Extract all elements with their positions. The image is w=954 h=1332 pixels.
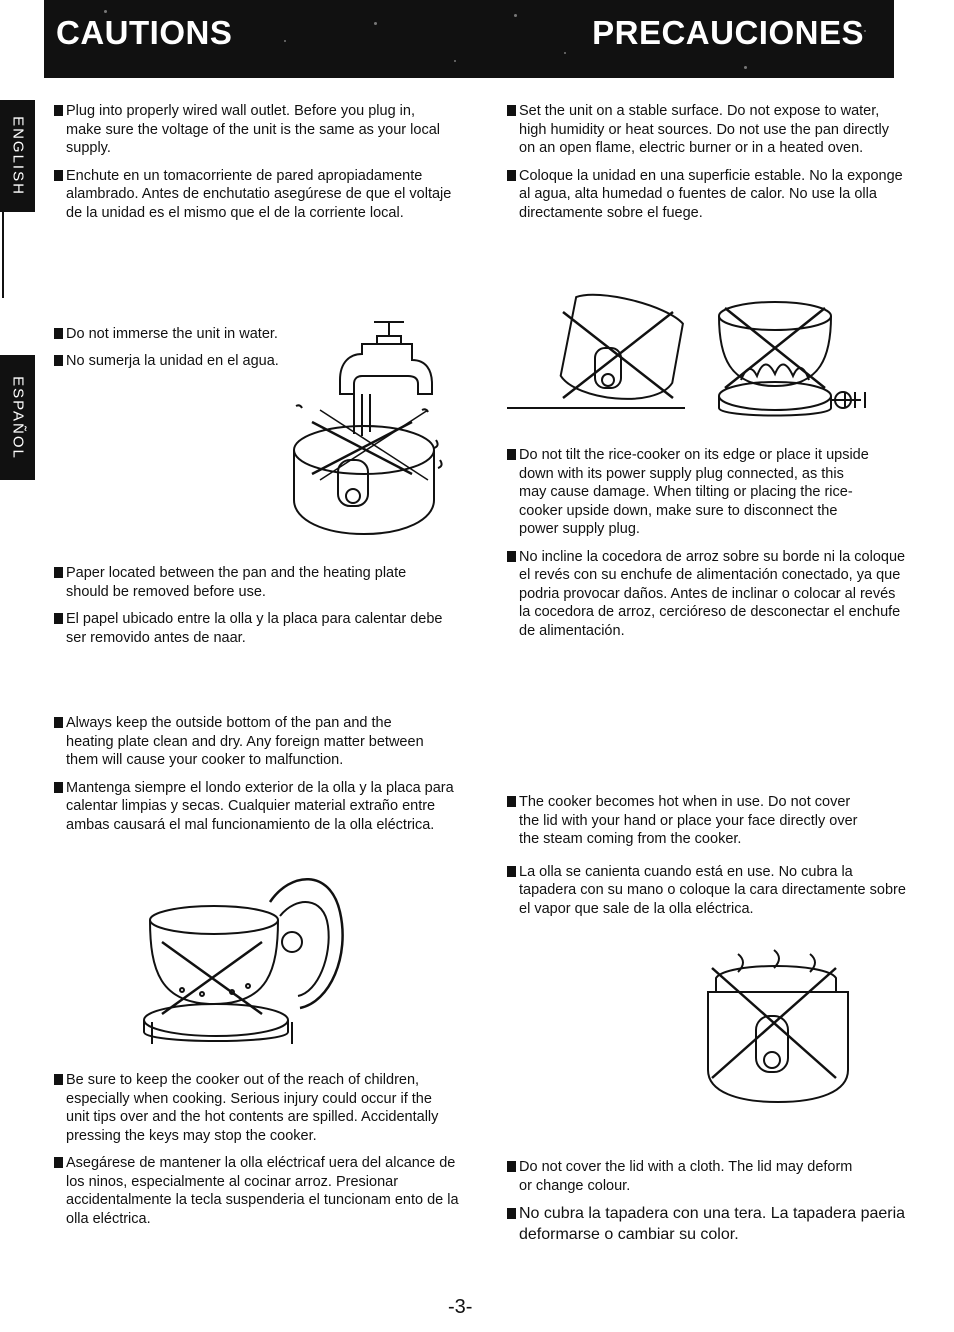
caution-children <box>54 1071 459 1228</box>
caution-hot-en: The cooker becomes hot when in use. Do not cover the lid with your hand or place your face directly over the steam coming from the cooker. <box>507 793 869 849</box>
caution-immerse <box>54 325 314 370</box>
caution-paper-en: Paper located between the pan and the heating plate should be removed before use. <box>54 564 426 601</box>
caution-clean-en: Always keep the outside bottom of the pan and the heating plate clean and dry. Any foreign matter between them will cause your cooker to malfunction. <box>54 714 426 770</box>
caution-cloth <box>507 1158 907 1245</box>
caution-outlet-es: Enchute en un tomacorriente de pared apropiadamente alambrado. Antes de enchutatio asegúrese de que el voltaje de la unidad es el mismo que el de la corriente local. <box>54 167 464 223</box>
tab-spanish-label: ESPAÑOL <box>9 375 26 460</box>
caution-children-en: Be sure to keep the cooker out of the reach of children, especially when cooking. Serious injury could occur if the unit tips over and the hot contents are spilled. Accidentally pressing the keys may stop the cooker. <box>54 1071 451 1145</box>
caution-stable-surface <box>507 102 907 222</box>
tab-english <box>0 100 35 212</box>
tab-spanish <box>0 355 35 480</box>
title-precauciones: PRECAUCIONES <box>592 14 864 51</box>
caution-outlet-en: Plug into properly wired wall outlet. Before you plug in, make sure the voltage of the unit is the same as your local supply. <box>54 102 446 158</box>
caution-tilt-en: Do not tilt the rice-cooker on its edge or place it upside down with its power supply plug connected, as this may cause damage. When tilting or placing the rice-cooker upside down, make sure to disconnect the power supply plug. <box>507 446 874 539</box>
caution-stable-es: Coloque la unidad en una superficie estable. No la exponge al agua, alta humedad o fuentes de calor. No use la olla directamente sobre el fuege. <box>507 167 909 223</box>
caution-stable-en: Set the unit on a stable surface. Do not expose to water, high humidity or heat sources. Do not use the pan directly on an open flame, electric burner or in a heated oven. <box>507 102 907 158</box>
side-rule <box>2 212 4 298</box>
caution-hot <box>507 793 907 918</box>
caution-paper <box>54 564 454 647</box>
caution-immerse-es: No sumerja la unidad en el agua. <box>54 352 314 371</box>
caution-clean-es: Mantenga siempre el londo exterior de la olla y la placa para calentar limpias y secas. Cualquier material extraño entre ambas causará el mal funcionamiento de la olla eléctrica. <box>54 779 464 835</box>
caution-tilt-es: No incline la cocedora de arroz sobre su borde ni la coloque el revés con su enchufe de alimentación conectado, ya que podria provocar daños. Antes de inclinar o colocar al revés la cocedora de arroz, cercióreso de desconectar el enchufe de alimentación. <box>507 548 907 641</box>
header-banner <box>44 0 894 78</box>
steam-cooker-illustration <box>698 948 858 1108</box>
pan-heating-plate-illustration <box>142 872 357 1057</box>
caution-cloth-en: Do not cover the lid with a cloth. The lid may deform or change colour. <box>507 1158 859 1195</box>
caution-children-es: Asegárese de mantener la olla eléctricaf uera del alcance de los ninos, especialmente al cocinar arroz. Presionar accidentalmente la tecla suspenderia el tuncionam ento de la olla eléctrica. <box>54 1154 461 1228</box>
page-number: -3- <box>448 1296 473 1318</box>
caution-paper-es: El papel ubicado entre la olla y la placa para calentar debe ser removido antes de naar. <box>54 610 454 647</box>
faucet-cooker-illustration <box>282 310 452 540</box>
tilt-flame-illustration <box>505 288 885 428</box>
caution-tilt <box>507 446 907 640</box>
caution-immerse-en: Do not immerse the unit in water. <box>54 325 314 344</box>
tab-english-label: ENGLISH <box>9 116 26 196</box>
caution-cloth-es: No cubra la tapadera con una tera. La tapadera paeria deformarse o cambiar su color. <box>507 1203 907 1245</box>
caution-hot-es: La olla se canienta cuando está en use. No cubra la tapadera con su mano o coloque la cara directamente sobre el vapor que sale de la olla eléctrica. <box>507 863 907 919</box>
caution-outlet <box>54 102 464 222</box>
caution-clean-dry <box>54 714 464 834</box>
title-cautions: CAUTIONS <box>56 14 233 51</box>
